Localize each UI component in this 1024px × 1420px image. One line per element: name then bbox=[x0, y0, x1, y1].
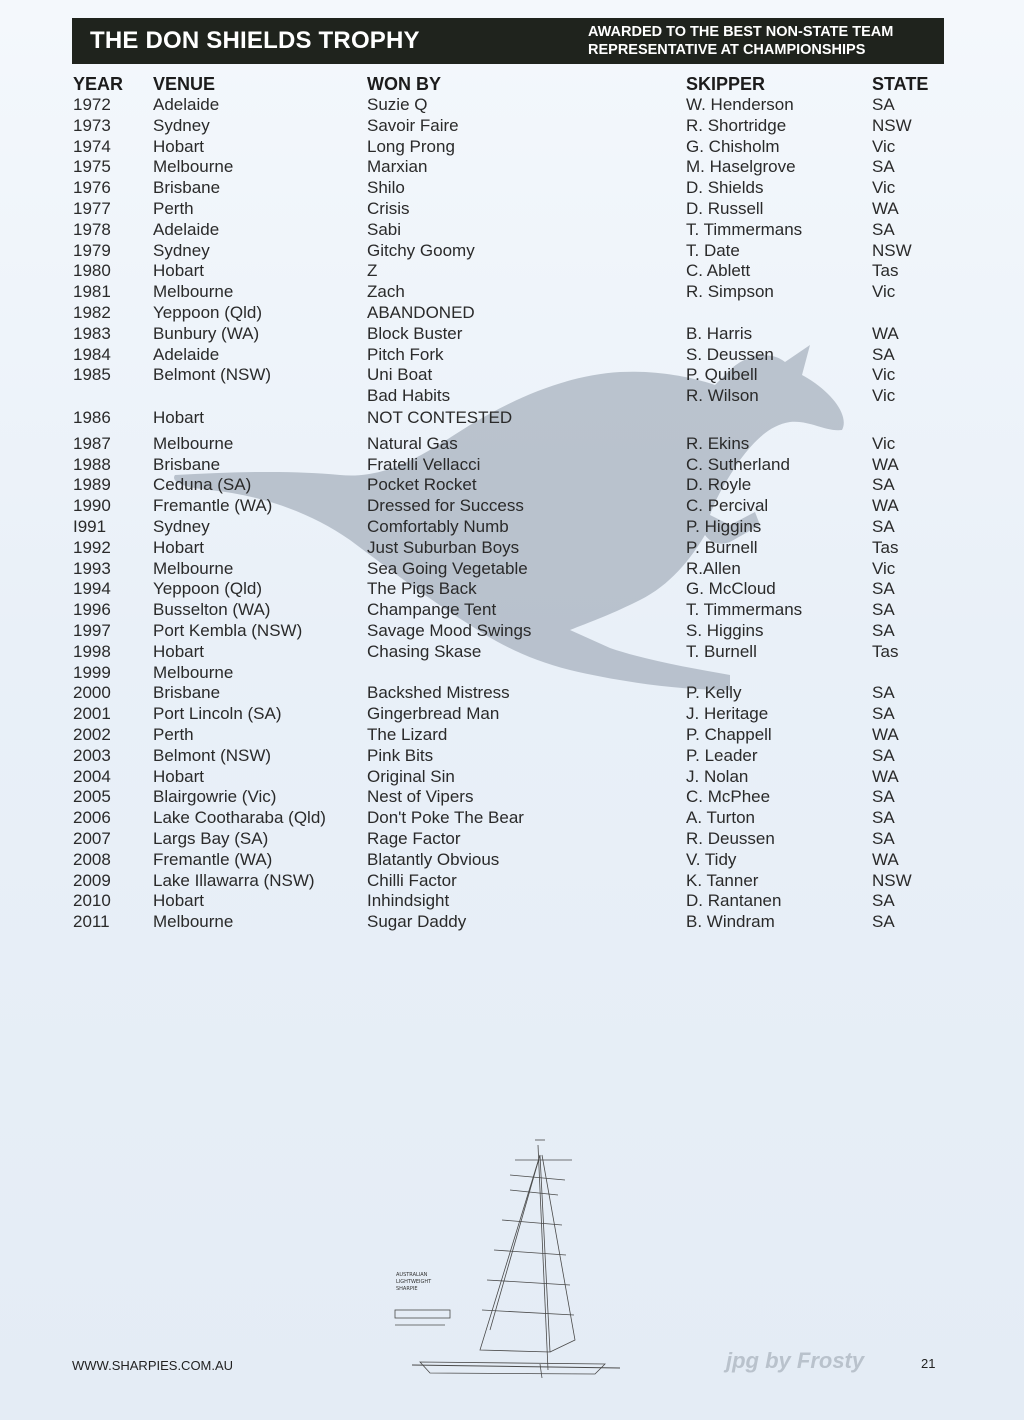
cell-skipper: R. Wilson bbox=[686, 386, 759, 406]
cell-state: NSW bbox=[872, 870, 912, 890]
cell-year: 1978 bbox=[73, 219, 111, 239]
cell-skipper: P. Kelly bbox=[686, 683, 742, 703]
table-row bbox=[0, 116, 1024, 137]
cell-year: 2005 bbox=[73, 787, 111, 807]
cell-venue: Hobart bbox=[153, 766, 205, 786]
cell-venue: Hobart bbox=[153, 537, 205, 557]
cell-venue: Perth bbox=[153, 199, 194, 218]
cell-won-by: Pitch Fork bbox=[367, 344, 444, 364]
cell-won-by: Gitchy Goomy bbox=[367, 240, 475, 260]
header-venue: VENUE bbox=[153, 74, 216, 94]
table-row bbox=[0, 829, 1024, 850]
banner-subtitle bbox=[588, 23, 893, 59]
cell-state: SA bbox=[872, 787, 895, 807]
cell-won-by: Gingerbread Man bbox=[367, 704, 500, 724]
cell-venue: Yeppoon (Qld) bbox=[153, 579, 263, 599]
cell-won-by: Sugar Daddy bbox=[367, 912, 467, 932]
cell-venue: Ceduna (SA) bbox=[153, 475, 252, 495]
cell-skipper: S. Deussen bbox=[686, 344, 774, 364]
cell-skipper: R.Allen bbox=[686, 558, 741, 578]
table-row bbox=[0, 600, 1024, 621]
cell-skipper: T. Date bbox=[686, 240, 740, 260]
cell-year: 2007 bbox=[73, 829, 111, 848]
cell-state: WA bbox=[872, 454, 899, 474]
table-row bbox=[0, 642, 1024, 663]
cell-year: 1973 bbox=[73, 115, 111, 135]
cell-venue: Hobart bbox=[153, 408, 205, 427]
cell-venue: Hobart bbox=[153, 641, 205, 661]
cell-won-by: The Pigs Back bbox=[367, 579, 477, 599]
cell-venue: Brisbane bbox=[153, 454, 221, 474]
table-row bbox=[0, 683, 1024, 704]
cell-year: 1981 bbox=[73, 282, 111, 302]
cell-year: 2009 bbox=[73, 870, 111, 890]
cell-skipper: C. McPhee bbox=[686, 787, 771, 807]
table-row bbox=[0, 455, 1024, 476]
cell-year: 1984 bbox=[73, 344, 111, 364]
cell-won-by: Chilli Factor bbox=[367, 870, 457, 890]
table-row bbox=[0, 475, 1024, 496]
cell-won-by: Original Sin bbox=[367, 766, 455, 786]
footer-url: WWW.SHARPIES.COM.AU bbox=[72, 1358, 234, 1373]
cell-state: Vic bbox=[872, 282, 896, 302]
cell-state: Vic bbox=[872, 386, 896, 406]
table-row bbox=[0, 850, 1024, 871]
cell-venue: Lake Cootharaba (Qld) bbox=[153, 808, 326, 828]
cell-won-by: Inhindsight bbox=[367, 891, 450, 911]
cell-year: 1986 bbox=[73, 408, 111, 427]
table-row bbox=[0, 787, 1024, 808]
table-row bbox=[0, 767, 1024, 788]
cell-venue: Port Kembla (NSW) bbox=[153, 621, 303, 640]
cell-venue: Hobart bbox=[153, 891, 205, 911]
cell-year: 1972 bbox=[73, 95, 111, 114]
page-title: THE DON SHIELDS TROPHY bbox=[90, 27, 420, 54]
cell-venue: Fremantle (WA) bbox=[153, 496, 273, 516]
cell-won-by: Don't Poke The Bear bbox=[367, 808, 524, 828]
cell-state: WA bbox=[872, 725, 899, 744]
table-row bbox=[0, 434, 1024, 455]
cell-state: SA bbox=[872, 579, 895, 599]
cell-won-by: Blatantly Obvious bbox=[367, 849, 500, 869]
cell-venue: Largs Bay (SA) bbox=[153, 829, 269, 848]
banner-subtitle-line1: AWARDED TO THE BEST NON-STATE TEAM bbox=[588, 24, 894, 40]
cell-year: 2010 bbox=[73, 891, 111, 911]
cell-year: 1980 bbox=[73, 261, 111, 281]
cell-won-by: Backshed Mistress bbox=[367, 683, 510, 703]
cell-venue: Adelaide bbox=[153, 95, 220, 114]
cell-skipper: R. Shortridge bbox=[686, 115, 787, 135]
cell-skipper: T. Timmermans bbox=[686, 600, 803, 620]
cell-won-by: Marxian bbox=[367, 157, 428, 177]
cell-venue: Perth bbox=[153, 725, 194, 744]
cell-venue: Sydney bbox=[153, 240, 210, 260]
cell-skipper: G. Chisholm bbox=[686, 136, 780, 156]
cell-won-by: Chasing Skase bbox=[367, 641, 482, 661]
cell-won-by: Rage Factor bbox=[367, 829, 461, 848]
cell-year: 1996 bbox=[73, 600, 111, 620]
table-header bbox=[0, 74, 1024, 96]
cell-venue: Melbourne bbox=[153, 157, 234, 177]
cell-year: 1977 bbox=[73, 199, 111, 218]
cell-state: NSW bbox=[872, 240, 912, 260]
cell-venue: Port Lincoln (SA) bbox=[153, 704, 282, 724]
table-row bbox=[0, 241, 1024, 262]
table-row bbox=[0, 517, 1024, 538]
cell-year: 1983 bbox=[73, 323, 111, 343]
cell-state: Vic bbox=[872, 365, 896, 385]
cell-skipper: P. Leader bbox=[686, 745, 758, 765]
cell-state: WA bbox=[872, 199, 899, 218]
table-row bbox=[0, 663, 1024, 684]
cell-venue: Brisbane bbox=[153, 178, 221, 198]
cell-year: 1976 bbox=[73, 178, 111, 198]
cell-venue: Adelaide bbox=[153, 219, 220, 239]
cell-venue: Hobart bbox=[153, 261, 205, 281]
sail-plan-label-2: LIGHTWEIGHT bbox=[396, 1279, 432, 1285]
table-row bbox=[0, 704, 1024, 725]
cell-state: SA bbox=[872, 157, 895, 177]
cell-year: 1994 bbox=[73, 579, 111, 599]
cell-won-by: Long Prong bbox=[367, 136, 455, 156]
table-row bbox=[0, 496, 1024, 517]
cell-won-by: Savoir Faire bbox=[367, 115, 459, 135]
header-year: YEAR bbox=[73, 74, 124, 94]
cell-skipper: W. Henderson bbox=[686, 95, 794, 114]
cell-won-by: Shilo bbox=[367, 178, 405, 198]
cell-skipper: S. Higgins bbox=[686, 621, 764, 640]
table-row bbox=[0, 345, 1024, 366]
cell-skipper: T. Timmermans bbox=[686, 219, 803, 239]
cell-state: SA bbox=[872, 683, 895, 703]
cell-year: 1993 bbox=[73, 558, 111, 578]
cell-venue: Belmont (NSW) bbox=[153, 745, 272, 765]
cell-year: 1998 bbox=[73, 641, 111, 661]
cell-skipper: D. Russell bbox=[686, 199, 764, 218]
cell-year: 1974 bbox=[73, 136, 111, 156]
cell-state: SA bbox=[872, 517, 895, 536]
cell-won-by: Pink Bits bbox=[367, 745, 434, 765]
header-won-by: WON BY bbox=[367, 74, 441, 94]
cell-skipper: G. McCloud bbox=[686, 579, 776, 599]
cell-won-by: Comfortably Numb bbox=[367, 517, 509, 536]
table-row bbox=[0, 746, 1024, 767]
cell-won-by: Zach bbox=[367, 282, 405, 302]
table-row bbox=[0, 157, 1024, 178]
table-row bbox=[0, 303, 1024, 324]
cell-won-by: Dressed for Success bbox=[367, 496, 524, 516]
cell-venue: Belmont (NSW) bbox=[153, 365, 272, 385]
cell-skipper: M. Haselgrove bbox=[686, 157, 796, 177]
cell-skipper: P. Chappell bbox=[686, 725, 772, 744]
cell-won-by: Champange Tent bbox=[367, 600, 497, 620]
cell-skipper: P. Burnell bbox=[686, 537, 758, 557]
cell-state: SA bbox=[872, 95, 895, 114]
cell-won-by: Bad Habits bbox=[367, 386, 451, 406]
sail-plan-label-3: SHARPIE bbox=[396, 1286, 418, 1292]
table-row bbox=[0, 386, 1024, 407]
table-row bbox=[0, 282, 1024, 303]
table-row bbox=[0, 178, 1024, 199]
cell-won-by: Z bbox=[367, 261, 378, 281]
cell-won-by: Sabi bbox=[367, 219, 402, 239]
cell-year: 1988 bbox=[73, 454, 111, 474]
cell-state: Tas bbox=[872, 537, 899, 557]
cell-skipper: C. Percival bbox=[686, 496, 769, 516]
cell-won-by: Just Suburban Boys bbox=[367, 537, 520, 557]
cell-state: SA bbox=[872, 475, 895, 495]
cell-state: SA bbox=[872, 891, 895, 911]
cell-venue: Melbourne bbox=[153, 558, 234, 578]
cell-year: 1985 bbox=[73, 365, 111, 385]
cell-state: NSW bbox=[872, 115, 912, 135]
cell-year: 2004 bbox=[73, 766, 111, 786]
cell-year: 2001 bbox=[73, 704, 111, 724]
cell-won-by: Block Buster bbox=[367, 323, 463, 343]
banner-subtitle-line2: REPRESENTATIVE AT CHAMPIONSHIPS bbox=[588, 42, 866, 58]
photo-watermark: jpg by Frosty bbox=[726, 1348, 865, 1373]
cell-skipper: A. Turton bbox=[686, 808, 755, 828]
cell-venue: Melbourne bbox=[153, 662, 234, 682]
cell-won-by: ABANDONED bbox=[367, 303, 475, 322]
cell-won-by: Nest of Vipers bbox=[367, 787, 474, 807]
cell-skipper: R. Deussen bbox=[686, 829, 775, 848]
cell-won-by: The Lizard bbox=[367, 725, 448, 744]
table-row bbox=[0, 365, 1024, 386]
cell-year: 2002 bbox=[73, 725, 111, 744]
cell-year: 2003 bbox=[73, 745, 111, 765]
header-state: STATE bbox=[872, 74, 929, 94]
cell-skipper: K. Tanner bbox=[686, 870, 759, 890]
table-row bbox=[0, 559, 1024, 580]
cell-skipper: C. Sutherland bbox=[686, 454, 790, 474]
cell-skipper: R. Simpson bbox=[686, 282, 774, 302]
table-row bbox=[0, 199, 1024, 220]
cell-state: SA bbox=[872, 704, 895, 724]
table-row bbox=[0, 621, 1024, 642]
cell-state: Vic bbox=[872, 558, 896, 578]
cell-year: 1992 bbox=[73, 537, 111, 557]
cell-year: 2006 bbox=[73, 808, 111, 828]
title-banner bbox=[72, 18, 944, 64]
cell-venue: Melbourne bbox=[153, 912, 234, 932]
cell-state: Tas bbox=[872, 641, 899, 661]
table-row bbox=[0, 137, 1024, 158]
cell-skipper: D. Royle bbox=[686, 475, 752, 495]
cell-skipper: P. Higgins bbox=[686, 517, 762, 536]
cell-venue: Melbourne bbox=[153, 433, 234, 453]
cell-won-by: Sea Going Vegetable bbox=[367, 558, 528, 578]
table-row bbox=[0, 408, 1024, 429]
cell-state: WA bbox=[872, 323, 899, 343]
cell-state: SA bbox=[872, 912, 895, 932]
cell-year: 2000 bbox=[73, 683, 111, 703]
table-row bbox=[0, 220, 1024, 241]
cell-skipper: J. Heritage bbox=[686, 704, 769, 724]
header-skipper: SKIPPER bbox=[686, 74, 766, 94]
cell-venue: Fremantle (WA) bbox=[153, 849, 273, 869]
page-number: 21 bbox=[921, 1356, 936, 1371]
table-row bbox=[0, 871, 1024, 892]
cell-won-by: Crisis bbox=[367, 199, 410, 218]
cell-state: Tas bbox=[872, 261, 899, 281]
cell-venue: Yeppoon (Qld) bbox=[153, 303, 263, 322]
cell-year: 1990 bbox=[73, 496, 111, 516]
cell-year: 1979 bbox=[73, 240, 111, 260]
cell-won-by: Savage Mood Swings bbox=[367, 621, 532, 640]
cell-year: 1999 bbox=[73, 662, 111, 682]
cell-venue: Sydney bbox=[153, 115, 210, 135]
cell-venue: Sydney bbox=[153, 517, 210, 536]
table-row bbox=[0, 95, 1024, 116]
cell-skipper: D. Rantanen bbox=[686, 891, 782, 911]
table-row bbox=[0, 808, 1024, 829]
cell-venue: Melbourne bbox=[153, 282, 234, 302]
cell-state: SA bbox=[872, 219, 895, 239]
cell-venue: Blairgowrie (Vic) bbox=[153, 787, 277, 807]
cell-state: Vic bbox=[872, 433, 896, 453]
cell-state: SA bbox=[872, 808, 895, 828]
cell-state: WA bbox=[872, 766, 899, 786]
cell-skipper: V. Tidy bbox=[686, 849, 737, 869]
cell-skipper: B. Windram bbox=[686, 912, 775, 932]
cell-state: SA bbox=[872, 829, 895, 848]
table-row bbox=[0, 261, 1024, 282]
cell-state: Vic bbox=[872, 178, 896, 198]
cell-venue: Busselton (WA) bbox=[153, 600, 271, 620]
cell-venue: Brisbane bbox=[153, 683, 221, 703]
table-row bbox=[0, 912, 1024, 933]
cell-year: 2011 bbox=[73, 912, 110, 932]
cell-year: 1989 bbox=[73, 475, 111, 495]
cell-venue: Bunbury (WA) bbox=[153, 323, 260, 343]
cell-state: SA bbox=[872, 600, 895, 620]
cell-skipper: J. Nolan bbox=[686, 766, 749, 786]
cell-state: SA bbox=[872, 344, 895, 364]
cell-venue: Lake Illawarra (NSW) bbox=[153, 870, 315, 890]
cell-venue: Hobart bbox=[153, 136, 205, 156]
cell-year: 1987 bbox=[73, 433, 111, 453]
cell-won-by: Suzie Q bbox=[367, 95, 428, 114]
sail-plan-label-1: AUSTRALIAN bbox=[396, 1272, 428, 1278]
table-row bbox=[0, 538, 1024, 559]
cell-state: SA bbox=[872, 621, 895, 640]
cell-venue: Adelaide bbox=[153, 344, 220, 364]
cell-skipper: B. Harris bbox=[686, 323, 753, 343]
cell-won-by: Pocket Rocket bbox=[367, 475, 477, 495]
cell-state: Vic bbox=[872, 136, 896, 156]
table-row bbox=[0, 891, 1024, 912]
cell-state: WA bbox=[872, 496, 899, 516]
cell-won-by: Natural Gas bbox=[367, 433, 458, 453]
table-row bbox=[0, 324, 1024, 345]
cell-won-by: Fratelli Vellacci bbox=[367, 454, 481, 474]
sail-plan-drawing bbox=[390, 1130, 630, 1380]
cell-skipper: T. Burnell bbox=[686, 641, 757, 661]
cell-won-by: Uni Boat bbox=[367, 365, 433, 385]
table-row bbox=[0, 579, 1024, 600]
cell-year: 1997 bbox=[73, 621, 111, 640]
cell-year: I991 bbox=[73, 517, 107, 536]
cell-skipper: D. Shields bbox=[686, 178, 764, 198]
cell-state: WA bbox=[872, 849, 899, 869]
cell-skipper: C. Ablett bbox=[686, 261, 751, 281]
cell-skipper: P. Quibell bbox=[686, 365, 758, 385]
table-row bbox=[0, 725, 1024, 746]
cell-won-by: NOT CONTESTED bbox=[367, 408, 513, 427]
cell-year: 1982 bbox=[73, 303, 111, 322]
cell-year: 2008 bbox=[73, 849, 111, 869]
cell-state: SA bbox=[872, 745, 895, 765]
cell-skipper: R. Ekins bbox=[686, 433, 750, 453]
cell-year: 1975 bbox=[73, 157, 111, 177]
